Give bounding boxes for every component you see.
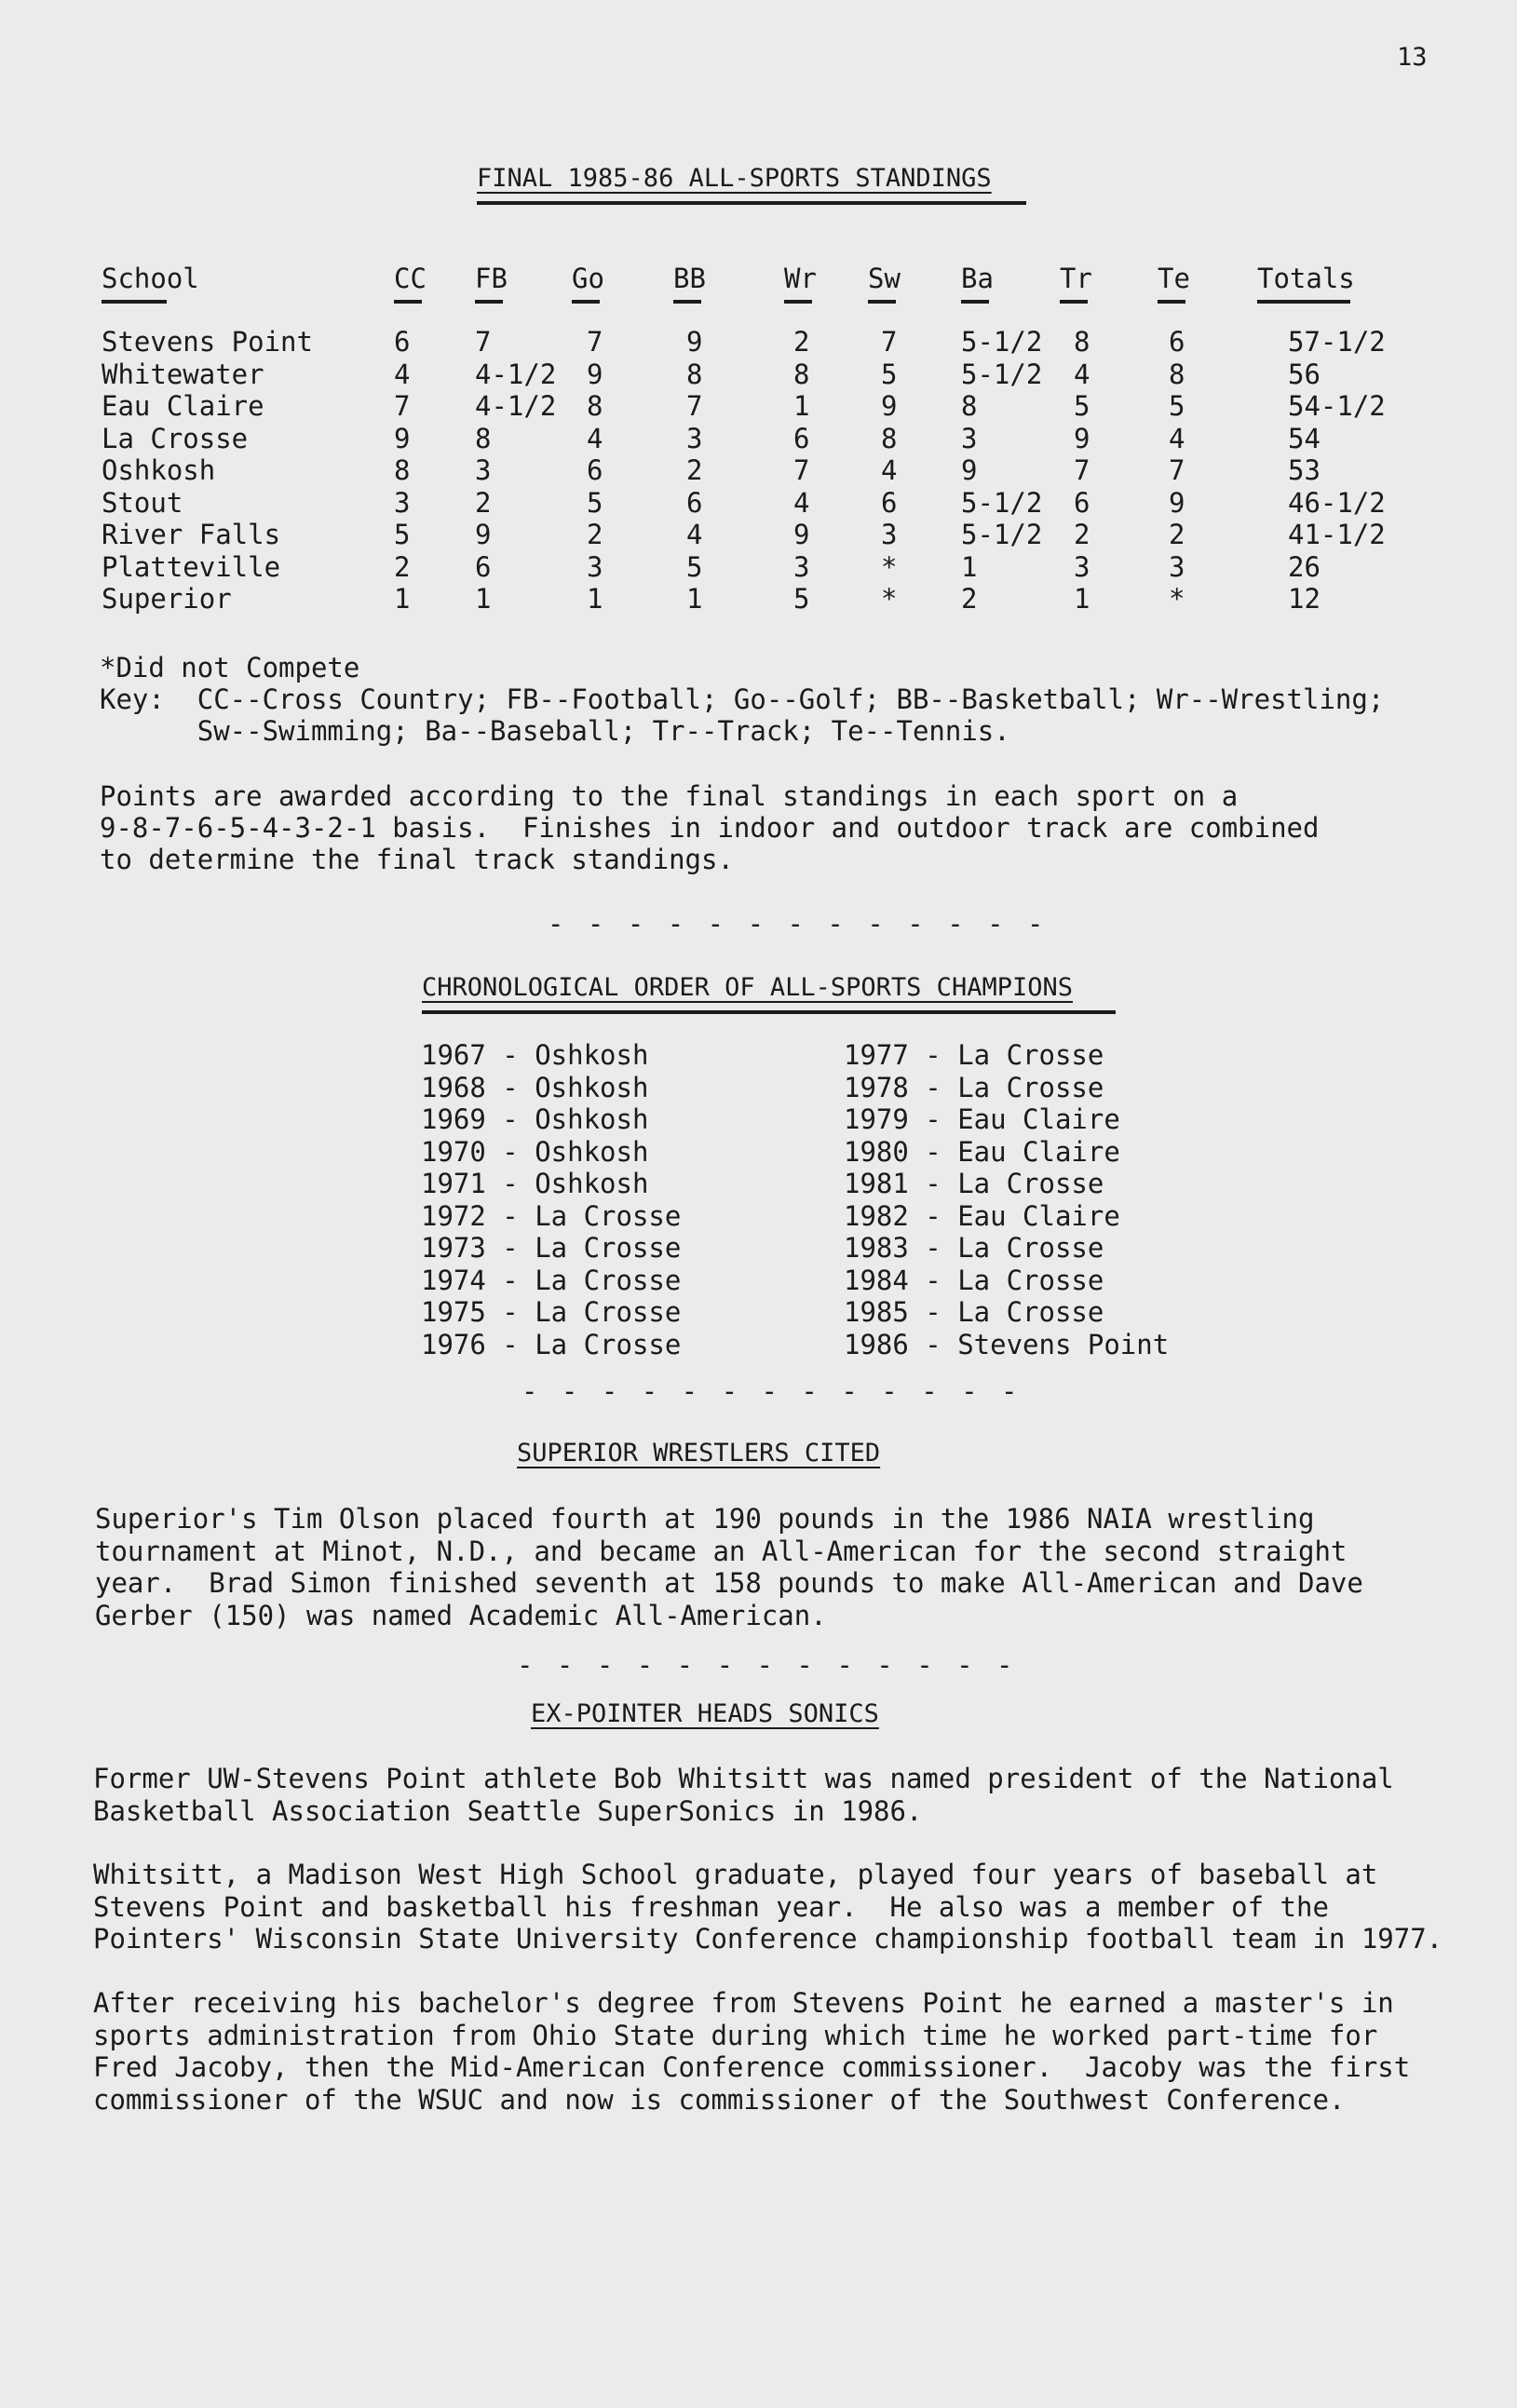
score-cell: 5-1/2 — [961, 486, 1043, 519]
champion-year-item: 1978 - La Crosse — [844, 1071, 1104, 1103]
score-cell: 3 — [1169, 550, 1185, 583]
school-name-cell: River Falls — [102, 519, 281, 550]
score-cell: 9 — [394, 422, 411, 454]
score-cell: 2 — [475, 486, 492, 519]
column-header-rule — [1158, 300, 1185, 304]
champion-year-item: 1985 - La Crosse — [844, 1296, 1104, 1328]
table-row — [0, 390, 1517, 423]
score-cell: 8 — [881, 422, 898, 454]
table-row — [0, 519, 1517, 551]
column-header-rule — [394, 300, 422, 304]
score-cell: 8 — [961, 390, 978, 422]
sonics-title: EX-POINTER HEADS SONICS — [531, 1699, 879, 1728]
score-cell: 7 — [1169, 454, 1185, 486]
sonics-paragraph-3 — [93, 1987, 1410, 2116]
champion-year-item: 1974 - La Crosse — [421, 1264, 682, 1296]
school-name-cell: Stout — [102, 486, 183, 519]
separator-3: - - - - - - - - - - - - - — [517, 1649, 1017, 1681]
champions-left-column — [421, 1039, 681, 1360]
score-cell: 5-1/2 — [961, 519, 1043, 550]
score-cell: 12 — [1288, 583, 1321, 615]
score-cell: 9 — [475, 519, 492, 550]
column-header-tr: Tr — [1060, 263, 1092, 294]
champions-right-column — [844, 1039, 1169, 1360]
champions-title-rule — [422, 1010, 1116, 1014]
paragraph-line: Whitsitt, a Madison West High School graduate, played four years of baseball at — [93, 1859, 1378, 1890]
score-cell: 56 — [1288, 358, 1321, 390]
champion-year-item: 1977 - La Crosse — [844, 1039, 1104, 1071]
score-cell: 3 — [1074, 550, 1090, 583]
paragraph-line: After receiving his bachelor's degree from Stevens Point he earned a master's in — [93, 1987, 1394, 2019]
champion-year-item: 1981 - La Crosse — [844, 1168, 1104, 1199]
score-cell: 6 — [394, 326, 411, 358]
champion-year-item: 1970 - Oshkosh — [421, 1135, 649, 1168]
paragraph-line: Pointers' Wisconsin State University Conference championship football team in 1977. — [93, 1923, 1443, 1955]
school-name-cell: Platteville — [102, 550, 281, 583]
column-header-rule — [1257, 300, 1350, 304]
paragraph-line: Basketball Association Seattle SuperSonics in 1986. — [93, 1794, 923, 1827]
column-header-rule — [673, 300, 701, 304]
school-name-cell: Superior — [102, 583, 232, 615]
score-cell: 2 — [1074, 519, 1090, 550]
paragraph-line: sports administration from Ohio State during which time he worked part-time for — [93, 2019, 1378, 2051]
score-cell: 4 — [587, 422, 603, 454]
paragraph-line: Fred Jacoby, then the Mid-American Conference commissioner. Jacoby was the first — [93, 2051, 1411, 2083]
score-cell: 2 — [587, 519, 603, 550]
score-cell: 2 — [793, 326, 810, 358]
standings-key-line-1: Key: CC--Cross Country; FB--Football; Go--Golf; BB--Basketball; Wr--Wrestling; — [100, 683, 1385, 715]
score-cell: 3 — [686, 422, 703, 454]
score-cell: 7 — [881, 326, 898, 358]
champion-year-item: 1967 - Oshkosh — [421, 1039, 649, 1071]
champion-year-item: 1968 - Oshkosh — [421, 1071, 649, 1103]
score-cell: 9 — [1074, 422, 1090, 454]
separator-1: - - - - - - - - - - - - - — [548, 908, 1048, 940]
score-cell: 8 — [475, 422, 492, 454]
paragraph-line: Superior's Tim Olson placed fourth at 190 pounds in the 1986 NAIA wrestling — [95, 1503, 1315, 1535]
table-row — [0, 551, 1517, 584]
paragraph-line: year. Brad Simon finished seventh at 158 pounds to make All-American and Dave — [95, 1567, 1363, 1599]
score-cell: 9 — [587, 358, 603, 390]
points-line-3: to determine the final track standings. — [100, 844, 734, 875]
score-cell: 6 — [1169, 326, 1185, 358]
wrestlers-title: SUPERIOR WRESTLERS CITED — [517, 1439, 881, 1468]
champion-year-item: 1971 - Oshkosh — [421, 1168, 649, 1199]
paragraph-line: tournament at Minot, N.D., and became an All-American for the second straight — [95, 1535, 1348, 1567]
champion-year-item: 1983 - La Crosse — [844, 1232, 1104, 1264]
score-cell: 5-1/2 — [961, 326, 1043, 358]
column-header-fb: FB — [475, 263, 508, 294]
score-cell: * — [881, 550, 898, 583]
points-line-1: Points are awarded according to the final standings in each sport on a — [100, 780, 1239, 812]
score-cell: 8 — [793, 358, 810, 390]
score-cell: 53 — [1288, 454, 1321, 486]
paragraph-line: Gerber (150) was named Academic All-American. — [95, 1599, 827, 1631]
column-header-ba: Ba — [961, 263, 994, 294]
score-cell: 9 — [881, 390, 898, 422]
score-cell: 8 — [1169, 358, 1185, 390]
column-header-rule — [868, 300, 896, 304]
paragraph-line: Stevens Point and basketball his freshman year. He also was a member of the — [93, 1890, 1329, 1923]
school-name-cell: Stevens Point — [102, 326, 313, 358]
column-header-totals: Totals — [1257, 263, 1355, 294]
score-cell: 3 — [793, 550, 810, 583]
score-cell: 8 — [1074, 326, 1090, 358]
score-cell: 9 — [793, 519, 810, 550]
champion-year-item: 1980 - Eau Claire — [844, 1135, 1120, 1168]
score-cell: 7 — [793, 454, 810, 486]
score-cell: 54-1/2 — [1288, 390, 1386, 422]
score-cell: 5 — [881, 358, 898, 390]
score-cell: 1 — [475, 583, 492, 615]
column-header-te: Te — [1158, 263, 1190, 294]
score-cell: 6 — [793, 422, 810, 454]
score-cell: 6 — [587, 454, 603, 486]
column-header-rule — [102, 300, 167, 304]
column-header-go: Go — [572, 263, 604, 294]
table-row — [0, 358, 1517, 391]
school-name-cell: Eau Claire — [102, 390, 264, 422]
score-cell: 5 — [1169, 390, 1185, 422]
score-cell: 4 — [881, 454, 898, 486]
paragraph-line: commissioner of the WSUC and now is commissioner of the Southwest Conference. — [93, 2083, 1346, 2116]
standings-title-rule — [477, 201, 1026, 205]
champions-title: CHRONOLOGICAL ORDER OF ALL-SPORTS CHAMPIONS — [422, 973, 1073, 1002]
score-cell: 7 — [587, 326, 603, 358]
score-cell: 1 — [1074, 583, 1090, 615]
score-cell: 7 — [686, 390, 703, 422]
table-row — [0, 583, 1517, 616]
column-header-school: School — [102, 263, 199, 294]
score-cell: 6 — [686, 486, 703, 519]
score-cell: 3 — [587, 550, 603, 583]
score-cell: 26 — [1288, 550, 1321, 583]
score-cell: 4 — [1169, 422, 1185, 454]
separator-2: - - - - - - - - - - - - - — [521, 1375, 1022, 1407]
column-header-rule — [961, 300, 989, 304]
table-row — [0, 326, 1517, 358]
sonics-paragraph-2 — [93, 1859, 1443, 1955]
score-cell: * — [1169, 583, 1185, 615]
score-cell: 5 — [793, 583, 810, 615]
score-cell: 41-1/2 — [1288, 519, 1386, 550]
score-cell: 5 — [686, 550, 703, 583]
score-cell: 6 — [475, 550, 492, 583]
table-row — [0, 487, 1517, 520]
column-header-rule — [784, 300, 812, 304]
score-cell: 4 — [394, 358, 411, 390]
score-cell: 8 — [587, 390, 603, 422]
column-header-cc: CC — [394, 263, 427, 294]
score-cell: 46-1/2 — [1288, 486, 1386, 519]
score-cell: 7 — [1074, 454, 1090, 486]
champion-year-item: 1984 - La Crosse — [844, 1264, 1104, 1296]
score-cell: 3 — [394, 486, 411, 519]
score-cell: 1 — [394, 583, 411, 615]
column-header-sw: Sw — [868, 263, 901, 294]
score-cell: 57-1/2 — [1288, 326, 1386, 358]
score-cell: 5 — [394, 519, 411, 550]
score-cell: 2 — [394, 550, 411, 583]
standings-title: FINAL 1985-86 ALL-SPORTS STANDINGS — [477, 164, 992, 193]
score-cell: 1 — [686, 583, 703, 615]
score-cell: 3 — [475, 454, 492, 486]
column-header-rule — [1060, 300, 1088, 304]
champion-year-item: 1982 - Eau Claire — [844, 1199, 1120, 1232]
score-cell: 9 — [686, 326, 703, 358]
column-header-rule — [572, 300, 600, 304]
school-name-cell: Whitewater — [102, 358, 264, 390]
table-row — [0, 454, 1517, 487]
champion-year-item: 1986 - Stevens Point — [844, 1328, 1170, 1360]
score-cell: 2 — [1169, 519, 1185, 550]
score-cell: 4-1/2 — [475, 390, 557, 422]
score-cell: 1 — [961, 550, 978, 583]
standings-key-line-2: Sw--Swimming; Ba--Baseball; Tr--Track; Te--Tennis. — [100, 715, 1010, 747]
standings-footnote: *Did not Compete — [100, 652, 360, 683]
column-header-rule — [475, 300, 503, 304]
score-cell: 6 — [1074, 486, 1090, 519]
score-cell: 2 — [686, 454, 703, 486]
wrestlers-paragraph — [95, 1503, 1363, 1631]
score-cell: 3 — [961, 422, 978, 454]
champion-year-item: 1972 - La Crosse — [421, 1199, 682, 1232]
score-cell: 7 — [475, 326, 492, 358]
column-header-wr: Wr — [784, 263, 817, 294]
points-line-2: 9-8-7-6-5-4-3-2-1 basis. Finishes in indoor and outdoor track are combined — [100, 812, 1320, 844]
score-cell: 54 — [1288, 422, 1321, 454]
score-cell: 8 — [686, 358, 703, 390]
score-cell: 1 — [793, 390, 810, 422]
score-cell: 4-1/2 — [475, 358, 557, 390]
score-cell: 9 — [961, 454, 978, 486]
school-name-cell: La Crosse — [102, 422, 249, 454]
page-number: 13 — [1397, 43, 1428, 72]
score-cell: 6 — [881, 486, 898, 519]
column-header-bb: BB — [673, 263, 706, 294]
score-cell: * — [881, 583, 898, 615]
sonics-paragraph-1 — [93, 1763, 1394, 1827]
score-cell: 5 — [1074, 390, 1090, 422]
score-cell: 9 — [1169, 486, 1185, 519]
score-cell: 4 — [686, 519, 703, 550]
score-cell: 5 — [587, 486, 603, 519]
table-row — [0, 423, 1517, 455]
score-cell: 4 — [1074, 358, 1090, 390]
score-cell: 7 — [394, 390, 411, 422]
score-cell: 8 — [394, 454, 411, 486]
score-cell: 1 — [587, 583, 603, 615]
school-name-cell: Oshkosh — [102, 454, 216, 486]
score-cell: 3 — [881, 519, 898, 550]
champion-year-item: 1973 - La Crosse — [421, 1232, 682, 1264]
champion-year-item: 1975 - La Crosse — [421, 1296, 682, 1328]
score-cell: 5-1/2 — [961, 358, 1043, 390]
score-cell: 2 — [961, 583, 978, 615]
champion-year-item: 1969 - Oshkosh — [421, 1103, 649, 1135]
champion-year-item: 1976 - La Crosse — [421, 1328, 682, 1360]
champion-year-item: 1979 - Eau Claire — [844, 1103, 1120, 1135]
score-cell: 4 — [793, 486, 810, 519]
paragraph-line: Former UW-Stevens Point athlete Bob Whitsitt was named president of the National — [93, 1763, 1394, 1794]
